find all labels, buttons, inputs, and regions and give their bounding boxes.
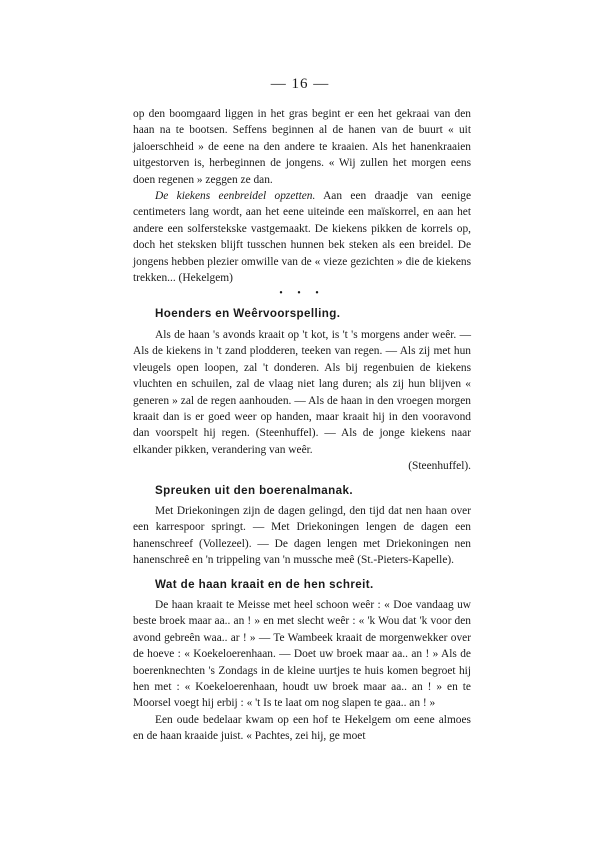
paragraph-boomgaard: op den boomgaard liggen in het gras begint er een het gekraai van den haan na te bootsen. Seffens beginnen al de hanen van de buurt « uit jaloerschheid » de eene na den andere te kraaien. Als het hanenkraaien uitgestorven is, herbeginnen de jongens. « Wij zullen het morgen eens doen regenen » zeggen ze dan. <box>133 108 471 186</box>
paragraph-weervoorspelling: Als de haan 's avonds kraait op 't kot, is 't 's morgens ander weêr. — Als de kiekens in 't zand plodderen, teeken van regen. — Als zij met hun vleugels open loopen, zal 't donderen. Als bij regenbuien de kiekens vluchten en schuilen, zal de vlaag niet lang duren; als zij hun blijven « generen » zal de regen aanhouden. — Als de haan in den vroegen morgen kraait dan is er goed weer op handen, maar kraait hij in den vooravond dan voorspelt hij regen. (Steenhuffel). — Als de jonge kiekens naar elkander pikken, verandering van weêr. <box>133 328 471 456</box>
page-number: — 16 — <box>270 76 330 92</box>
paragraph-meisse: De haan kraait te Meisse met heel schoon weêr : « Doe vandaag uw beste broek maar aa.. an ! » en met slecht weêr : « 'k Wou dat 'k voor den avond gebreên waa.. ar ! » — Te Wambeek kraait de morgenwekker over de hoeve : « Koekeloerenhaan. — Doet uw broek maar aa.. an ! » Als de boerenknechten 's Zondags in de kleine uurtjes te huis komen begroet hij hen met : « Koekeloerenhaan, houdt uw broek maar aa.. an ! » en te Moorsel voegt hij erbij : « 't Is te laat om nog slapen te gaa.. an ! » <box>133 598 471 710</box>
paragraph-breidel <box>133 188 471 286</box>
heading-weervoorspelling: Hoenders en Weêrvoorspelling. <box>155 307 341 321</box>
page-body <box>133 106 471 745</box>
heading-boerenalmanak: Spreuken uit den boerenalmanak. <box>155 483 353 497</box>
paragraph-bedelaar: Een oude bedelaar kwam op een hof te Hekelgem om eene almoes en de haan kraaide juist. « Pachtes, zei hij, ge moet <box>133 713 471 743</box>
paragraph-driekoningen: Met Driekoningen zijn de dagen gelingd, den tijd dat nen haan over een karrespoor springt. — Met Driekoningen lengen de dagen een hanenschreef (Vollezeel). — De dagen lengen met Driekoningen nen hanenschreê en 'n trippeling van 'n mussche meê (St.-Pieters-Kapelle). <box>133 504 471 567</box>
paragraph-breidel-text: Aan een draadje van eenige centimeters lang wordt, aan het eene uiteinde een maïskorrel, en aan het andere een solferstekske vastgemaakt. De kiekens pikken de korrels op, doch het steksken blijft tusschen hunnen bek steken als een breidel. De jongens hebben plezier omwille van de « vieze gezichten » die de kiekens trekken... (Hekelgem) <box>133 190 471 285</box>
source-steenhuffel: (Steenhuffel). <box>408 460 471 473</box>
paragraph-breidel-title: De kiekens eenbreidel opzetten. <box>155 190 316 203</box>
section-separator: • • • <box>279 288 325 300</box>
heading-haan-kraait: Wat de haan kraait en de hen schreit. <box>155 577 374 591</box>
